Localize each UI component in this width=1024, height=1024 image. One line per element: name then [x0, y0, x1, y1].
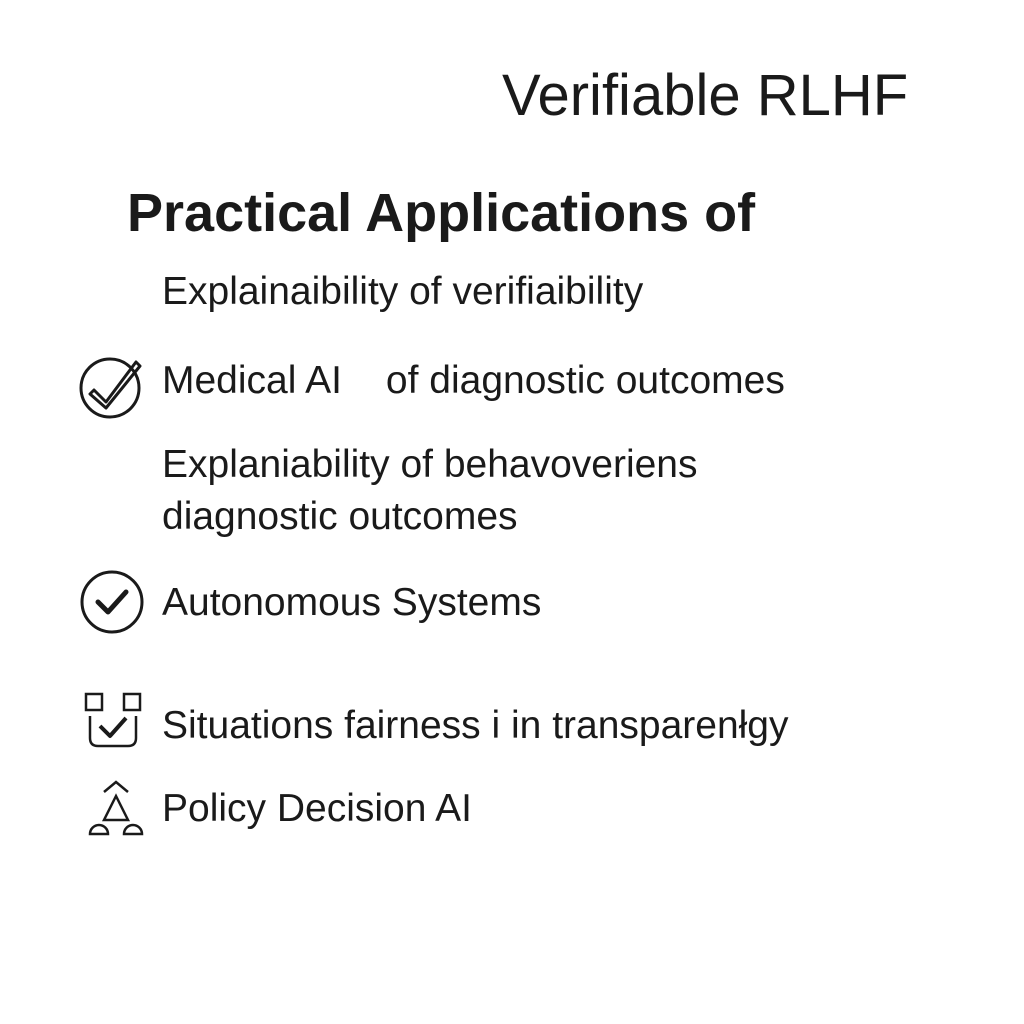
- list-item-diagnostic: diagnostic outcomes: [162, 495, 518, 538]
- list-item-situations: Situations fairness i in transparenłgy: [162, 704, 789, 747]
- checkbox-group-icon: [78, 690, 146, 758]
- item-detail: of diagnostic outcomes: [385, 359, 785, 402]
- item-label: Medical AI: [162, 359, 342, 402]
- page-title: Verifiable RLHF: [502, 63, 909, 128]
- balance-scale-icon: [78, 778, 146, 846]
- list-item-medical-ai: [162, 359, 785, 403]
- check-circle-icon: [78, 568, 146, 636]
- list-item-policy-decision-ai: Policy Decision AI: [162, 787, 472, 830]
- subheading: Explainaibility of verifiaibility: [162, 270, 644, 313]
- list-item-explainability: Explaniability of behavoveriens: [162, 443, 698, 486]
- list-item-autonomous-systems: Autonomous Systems: [162, 581, 542, 624]
- section-heading: Practical Applications of: [127, 183, 756, 243]
- check-circle-icon: [78, 352, 146, 420]
